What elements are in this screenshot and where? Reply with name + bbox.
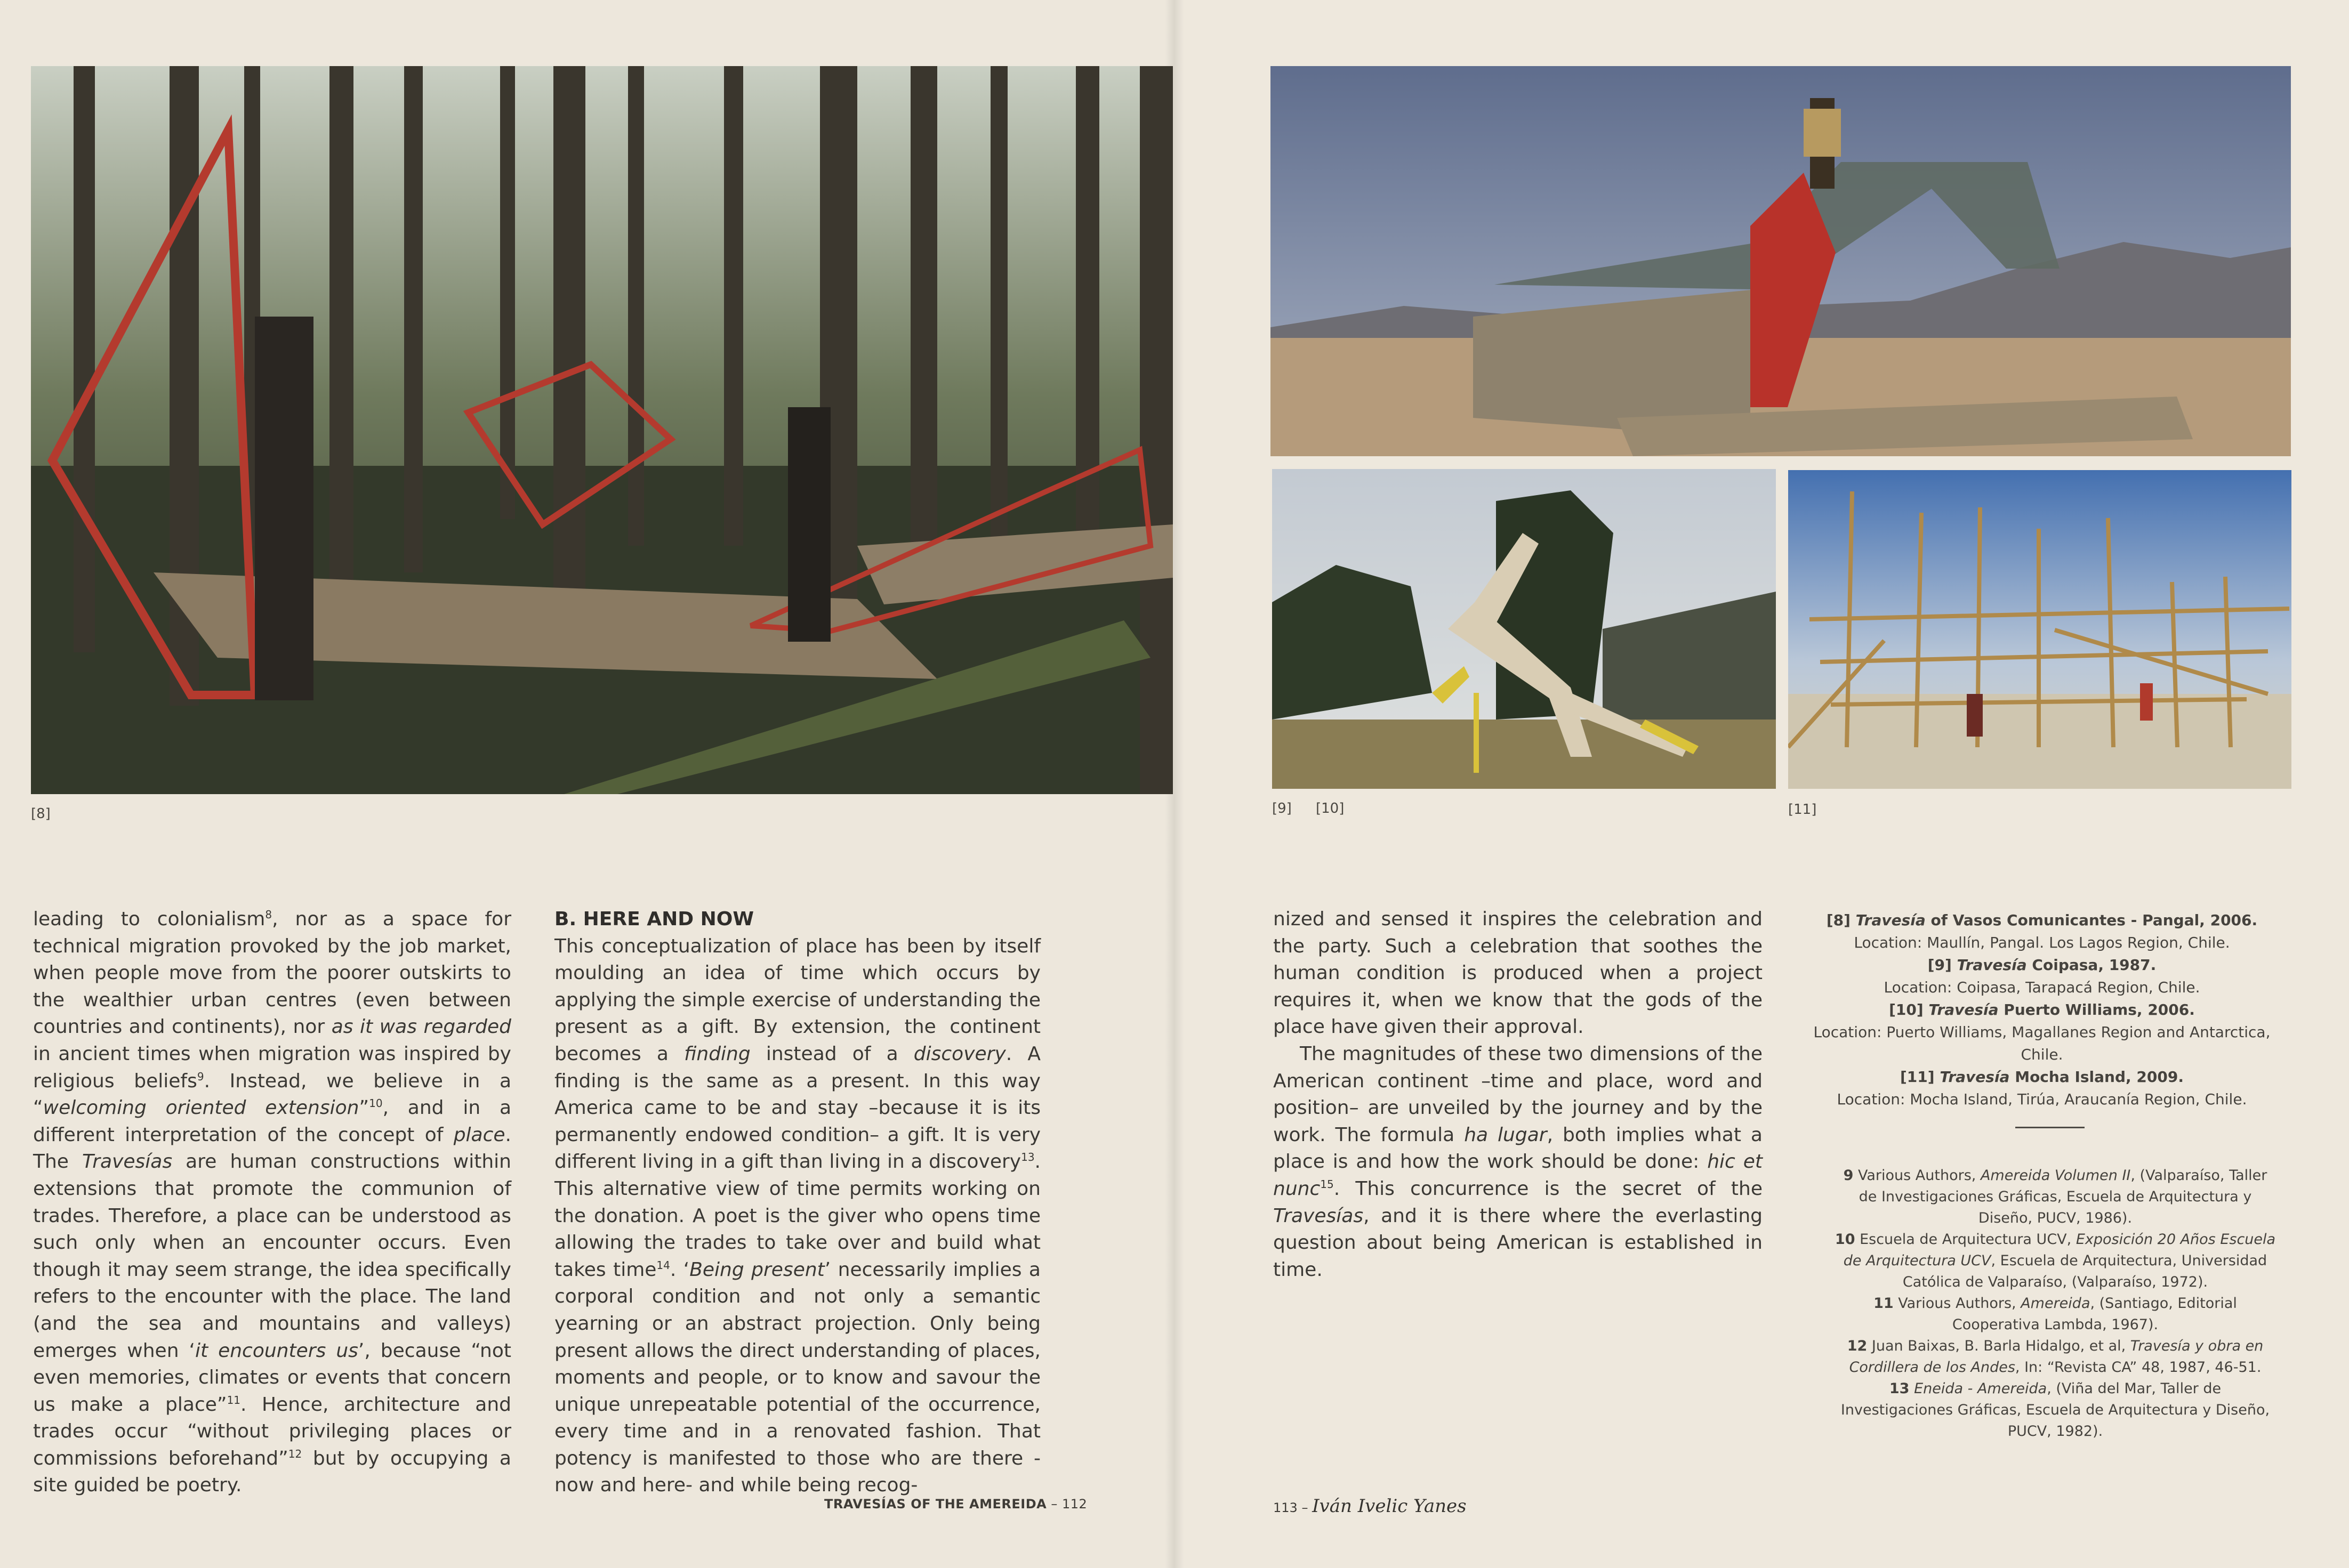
paragraph: nized and sensed it inspires the celebration and the party. Such a celebration that soothes the human condition is produced when a project requires it, when we know that the gods of the place have given their approval. <box>1273 908 1763 1038</box>
credit-title: [10] Travesía Puerto Williams, 2006. <box>1889 1001 2195 1019</box>
page-number-right: 113 – <box>1273 1500 1313 1515</box>
footnote: 13 Eneida - Amereida, (Viña del Mar, Taller de Investigaciones Gráficas, Escuela de Arquitectura y Diseño, PUCV, 1982). <box>1840 1380 2270 1440</box>
credit-title: [9] Travesía Coipasa, 1987. <box>1927 956 2157 974</box>
photo-puerto-williams-sculpture <box>1272 469 1776 789</box>
book-title: TRAVESÍAS OF THE AMEREIDA <box>824 1497 1047 1512</box>
text-column-right <box>1273 906 1763 1283</box>
credit-location: Location: Maullín, Pangal. Los Lagos Region, Chile. <box>1854 934 2230 951</box>
footnotes <box>1834 1165 2276 1442</box>
paragraph: leading to colonialism$^8$, nor as a space for technical migration provoked by the job market, when people move from the poorer outskirts to the wealthier urban centres (even between countries and continents), nor as it was regarded in ancient times when migration was inspired by religious beliefs$^9$. Instead, we believe in a “welcoming oriented extension”$^{10}$, and in a different interpretation of the concept of place. The Travesías are human constructions within extensions that promote the communion of trades. Therefore, a place can be understood as such only when an encounter occurs. Even though it may seem strange, the idea specifically refers to the encounter with the place. The land (and the sea and mountains and valleys) emerges when ‘it encounters us’, because “not even memories, climates or events that concern us make a place”$^{11}$. Hence, architecture and trades occur “without privileging places or commissions beforehand”$^{12}$ but by occupying a site guided be poetry. <box>33 908 512 1497</box>
paragraph: This conceptualization of place has been by itself moulding an idea of time which occurs by applying the simple exercise of understanding the present as a gift. By extension, the continent becomes a finding instead of a discovery. A finding is the same as a present. In this way America came to be and stay –because it is its permanently endowed condition– a gift. It is very different living in a gift than living in a discovery$^{13}$. This alternative view of time permits working on the donation. A poet is the giver who opens time allowing the trades to take over and build what takes time$^{14}$. ‘Being present’ necessarily implies a corporal condition and not only a semantic yearning or an abstract projection. Only being present allows the direct understanding of places, moments and people, or to know and savour the unique unrepeatable potential of the occurrence, every time and in a renovated fashion. That potency is manifested to those who are there -now and here- and while being recog- <box>554 935 1041 1497</box>
photo-label-8: [8] <box>31 806 51 822</box>
paragraph: The magnitudes of these two dimensions of the American continent –time and place, word and position– are unveiled by the journey and by the work. The formula ha lugar, both implies what a place is and how the work should be done: hic et nunc$^{15}$. This concurrence is the secret of the Travesías, and it is there where the everlasting question about being American is established in time. <box>1273 1042 1763 1281</box>
photo-label-9: [9] <box>1272 801 1292 817</box>
credit-title: [11] Travesía Mocha Island, 2009. <box>1900 1068 2184 1086</box>
section-body <box>554 933 1041 1499</box>
credit-title: [8] Travesía of Vasos Comunicantes - Pangal, 2006. <box>1826 911 2258 929</box>
photo-credits <box>1802 909 2282 1111</box>
footnote: 12 Juan Baixas, B. Barla Hidalgo, et al, Travesía y obra en Cordillera de los Andes, In: “Revista CA” 48, 1987, 46-51. <box>1847 1338 2264 1376</box>
photo-mocha-island-scaffold <box>1788 470 2291 789</box>
photo-label-10: [10] <box>1316 801 1345 817</box>
section-heading: B. HERE AND NOW <box>554 908 754 930</box>
credit-location: Location: Coipasa, Tarapacá Region, Chile. <box>1884 979 2200 996</box>
notes-divider <box>2015 1127 2085 1128</box>
footnote: 10 Escuela de Arquitectura UCV, Exposición 20 Años Escuela de Arquitectura UCV, Escuela de Arquitectura, Universidad Católica de Valparaíso, (Valparaíso, 1972). <box>1835 1231 2276 1290</box>
footnote: 9 Various Authors, Amereida Volumen II, (Valparaíso, Taller de Investigaciones Gráficas, Escuela de Arquitectura y Diseño, PUCV, 1986). <box>1843 1167 2267 1226</box>
running-footer-left <box>824 1497 1087 1512</box>
photo-forest-boardwalk <box>31 66 1173 794</box>
credit-location: Location: Mocha Island, Tirúa, Araucanía Region, Chile. <box>1837 1090 2247 1108</box>
footnote: 11 Various Authors, Amereida, (Santiago, Editorial Cooperativa Lambda, 1967). <box>1873 1295 2237 1333</box>
page-number-left: – 112 <box>1047 1497 1088 1512</box>
text-column-middle <box>554 906 1041 1499</box>
photo-desert-structure <box>1270 66 2291 456</box>
text-column-left <box>33 906 511 1499</box>
photo-label-11: [11] <box>1788 802 1817 818</box>
credit-location: Location: Puerto Williams, Magallanes Region and Antarctica, Chile. <box>1813 1023 2271 1063</box>
running-footer-right <box>1273 1496 1467 1517</box>
author-signature: Iván Ivelic Yanes <box>1312 1496 1467 1517</box>
